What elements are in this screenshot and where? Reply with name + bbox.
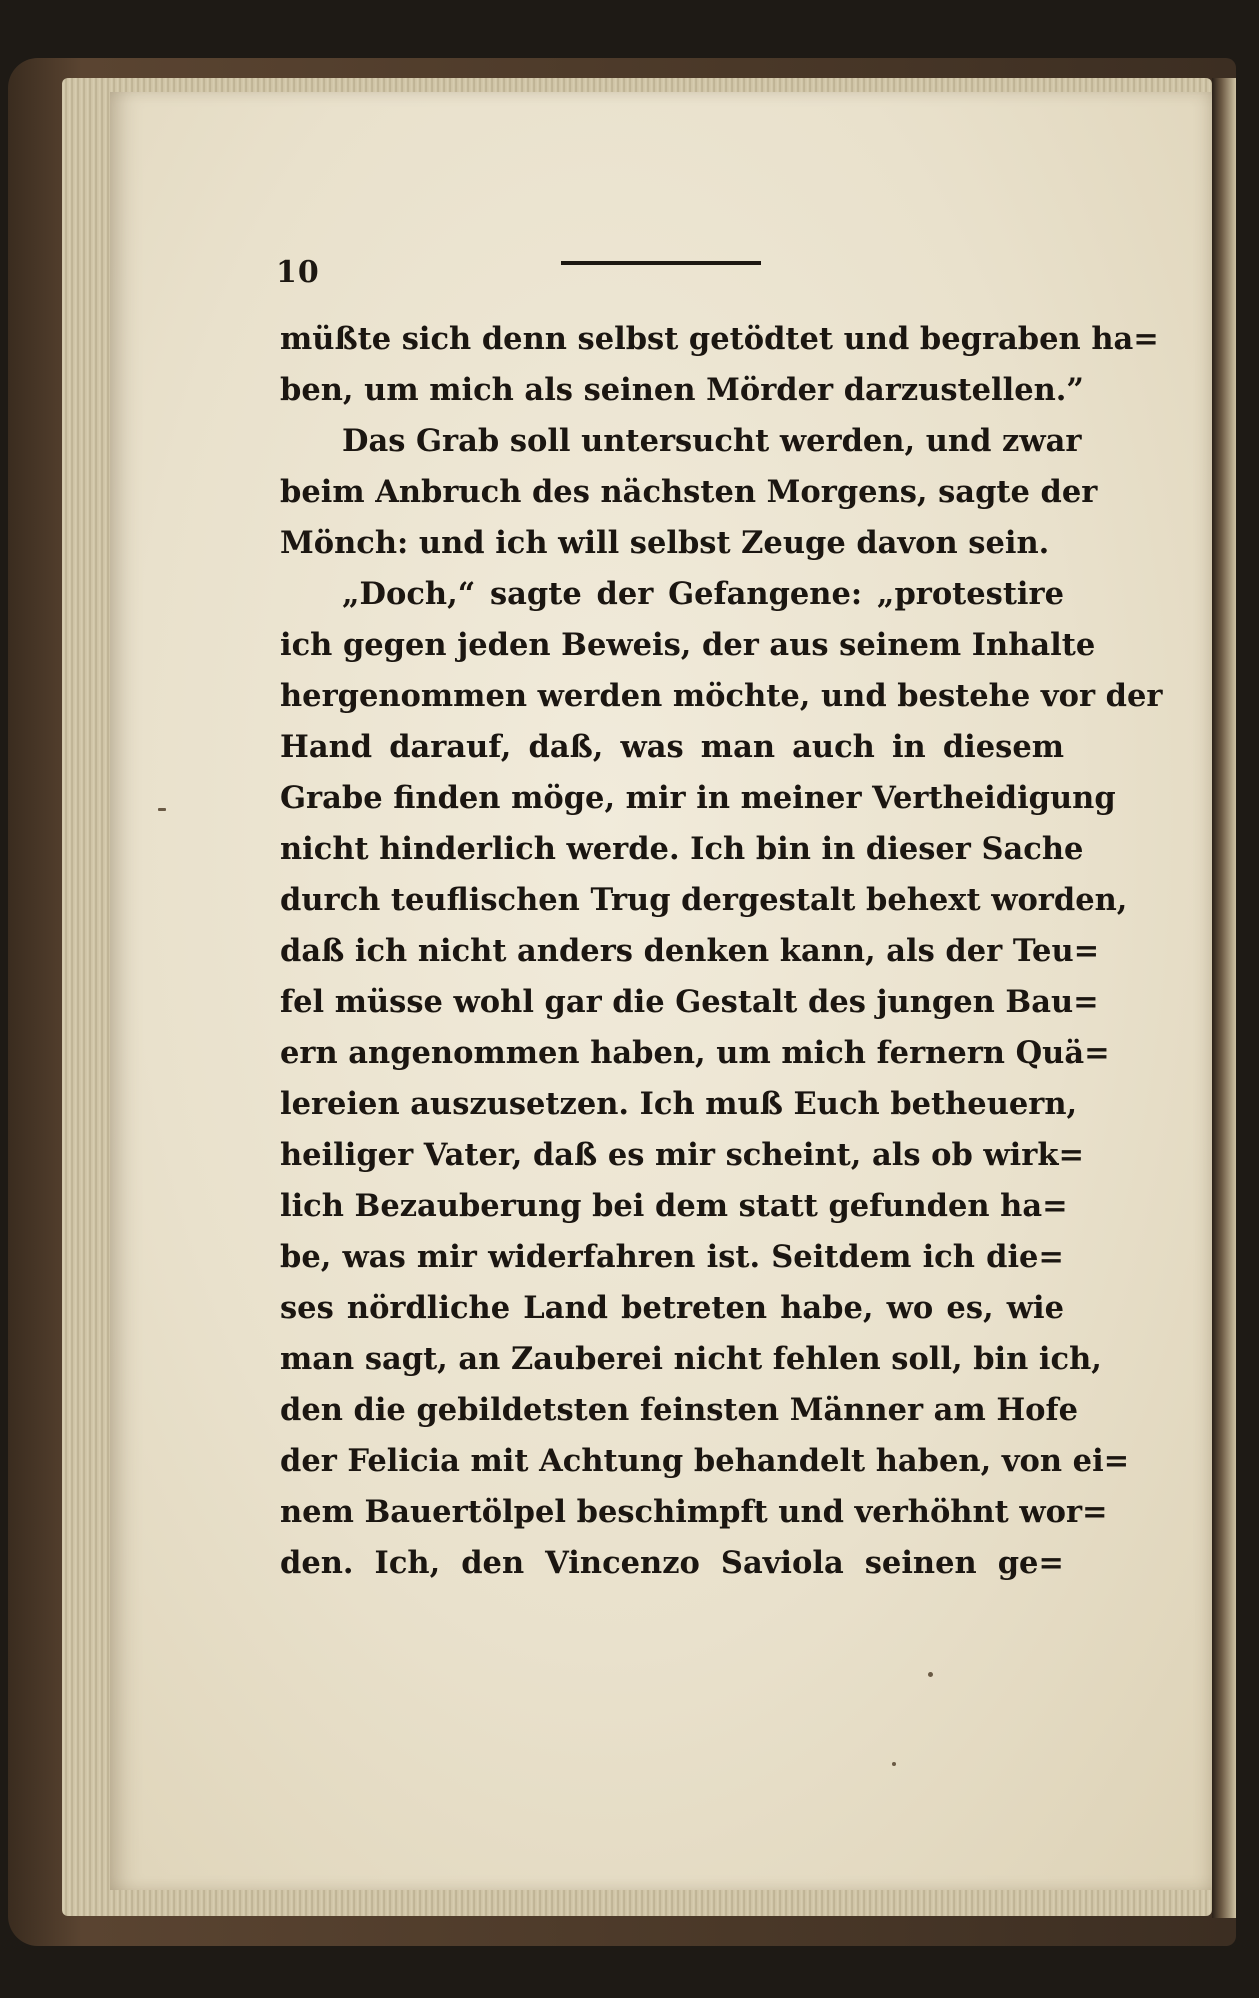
- page-number: 10: [276, 255, 320, 290]
- text-line: Hand darauf, daß, was man auch in diesem: [280, 729, 1064, 765]
- text-line: ich gegen jeden Beweis, der aus seinem Inhalte: [280, 627, 1096, 663]
- text-line: man sagt, an Zauberei nicht fehlen soll, bin ich,: [280, 1341, 1102, 1377]
- text-line: durch teuflischen Trug dergestalt behext worden,: [280, 882, 1128, 918]
- text-line: daß ich nicht anders denken kann, als der Teu=: [280, 933, 1100, 969]
- text-line: ses nördliche Land betreten habe, wo es, wie: [280, 1290, 1064, 1326]
- text-line: nicht hinderlich werde. Ich bin in dieser Sache: [280, 831, 1084, 867]
- text-line: Das Grab soll untersucht werden, und zwar: [342, 423, 1082, 459]
- paper-speck: [158, 808, 166, 811]
- text-line: fel müsse wohl gar die Gestalt des jungen Bau=: [280, 984, 1099, 1020]
- text-line: „Doch,“ sagte der Gefangene: „protestire: [342, 576, 1064, 612]
- header-rule: [561, 261, 761, 265]
- text-line: ern angenommen haben, um mich fernern Quä=: [280, 1035, 1110, 1071]
- text-line: lich Bezauberung bei dem statt gefunden ha=: [280, 1188, 1068, 1224]
- text-line: heiliger Vater, daß es mir scheint, als ob wirk=: [280, 1137, 1085, 1173]
- text-line: Grabe finden möge, mir in meiner Vertheidigung: [280, 780, 1116, 816]
- paper-speck: [892, 1762, 896, 1766]
- text-line: müßte sich denn selbst getödtet und begraben ha=: [280, 321, 1159, 357]
- text-line: ben, um mich als seinen Mörder darzustellen.”: [280, 372, 1084, 408]
- text-line: der Felicia mit Achtung behandelt haben, von ei=: [280, 1443, 1130, 1479]
- text-line: den. Ich, den Vincenzo Saviola seinen ge=: [280, 1545, 1064, 1581]
- book-gutter: [1212, 78, 1236, 1918]
- body-text: [280, 314, 1163, 1589]
- text-line: lereien auszusetzen. Ich muß Euch betheuern,: [280, 1086, 1078, 1122]
- text-line: nem Bauertölpel beschimpft und verhöhnt wor=: [280, 1494, 1108, 1530]
- text-line: beim Anbruch des nächsten Morgens, sagte der: [280, 474, 1098, 510]
- text-line: den die gebildetsten feinsten Männer am Hofe: [280, 1392, 1079, 1428]
- text-line: Mönch: und ich will selbst Zeuge davon sein.: [280, 525, 1050, 561]
- text-line: hergenommen werden möchte, und bestehe vor der: [280, 678, 1163, 714]
- text-line: be, was mir widerfahren ist. Seitdem ich die=: [280, 1239, 1064, 1275]
- paper-speck: [928, 1672, 933, 1677]
